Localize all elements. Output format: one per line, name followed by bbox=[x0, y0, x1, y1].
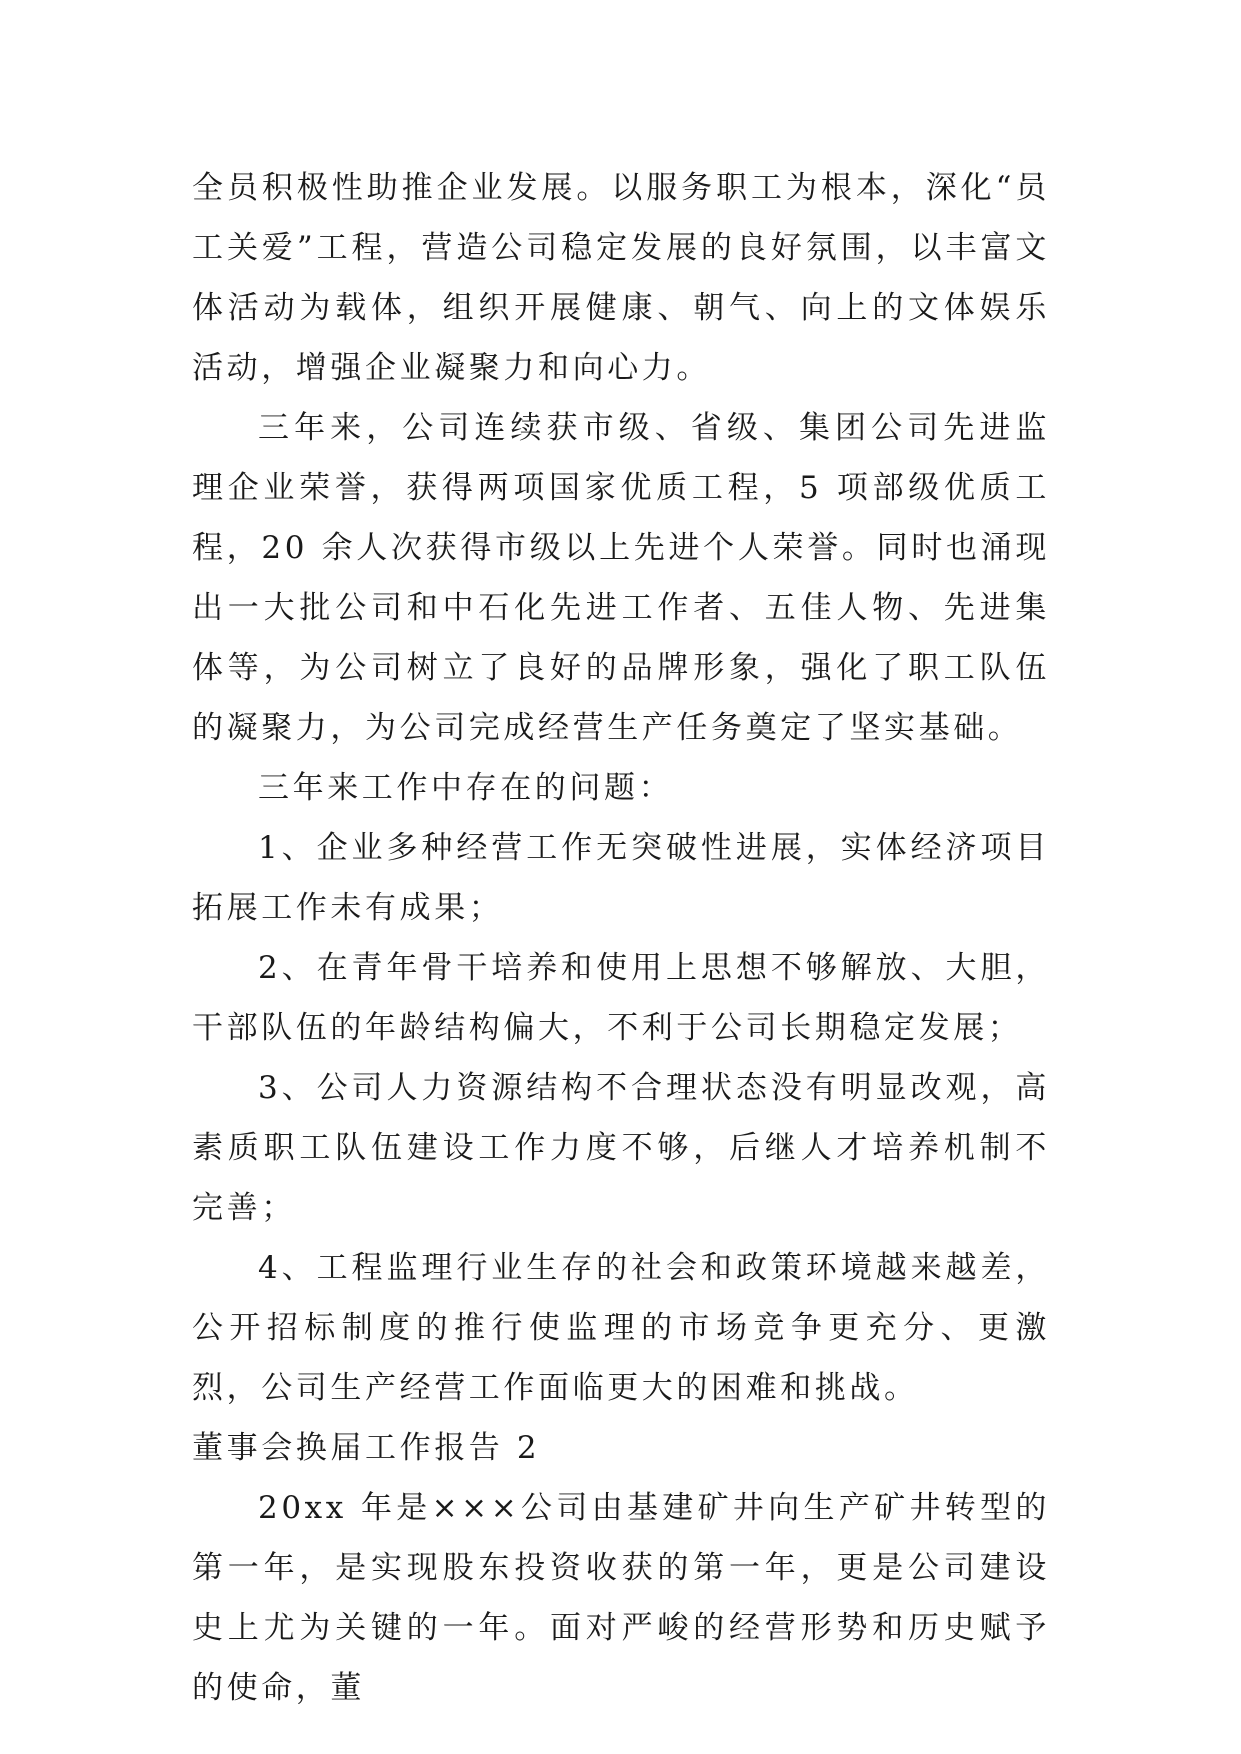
paragraph-staff-care: 全员积极性助推企业发展。以服务职工为根本，深化“员工关爱”工程，营造公司稳定发展的良好氛围，以丰富文体活动为载体，组织开展健康、朝气、向上的文体娱乐活动，增强企业凝聚力和向心力。 bbox=[192, 170, 1050, 386]
list-item-problem-2: 2、在青年骨干培养和使用上思想不够解放、大胆，干部队伍的年龄结构偏大，不利于公司长期稳定发展； bbox=[192, 950, 1050, 1046]
paragraph-problems-heading: 三年来工作中存在的问题： bbox=[258, 770, 674, 806]
section-title-report-2: 董事会换届工作报告 2 bbox=[192, 1430, 541, 1466]
paragraph-report-2-intro: 20xx 年是×××公司由基建矿井向生产矿井转型的第一年，是实现股东投资收获的第一年，更是公司建设史上尤为关键的一年。面对严峻的经营形势和历史赋予的使命，董 bbox=[192, 1490, 1050, 1706]
list-item-problem-4: 4、工程监理行业生存的社会和政策环境越来越差，公开招标制度的推行使监理的市场竞争更充分、更激烈，公司生产经营工作面临更大的困难和挑战。 bbox=[192, 1250, 1050, 1406]
paragraph-achievements: 三年来，公司连续获市级、省级、集团公司先进监理企业荣誉，获得两项国家优质工程，5 项部级优质工程，20 余人次获得市级以上先进个人荣誉。同时也涌现出一大批公司和中石化先进工作者、五佳人物、先进集体等，为公司树立了良好的品牌形象，强化了职工队伍的凝聚力，为公司完成经营生产任务奠定了坚实基础。 bbox=[192, 410, 1050, 746]
document-body bbox=[192, 158, 1050, 1718]
list-item-problem-3: 3、公司人力资源结构不合理状态没有明显改观，高素质职工队伍建设工作力度不够，后继人才培养机制不完善； bbox=[192, 1070, 1050, 1226]
list-item-problem-1: 1、企业多种经营工作无突破性进展，实体经济项目拓展工作未有成果； bbox=[192, 830, 1050, 926]
